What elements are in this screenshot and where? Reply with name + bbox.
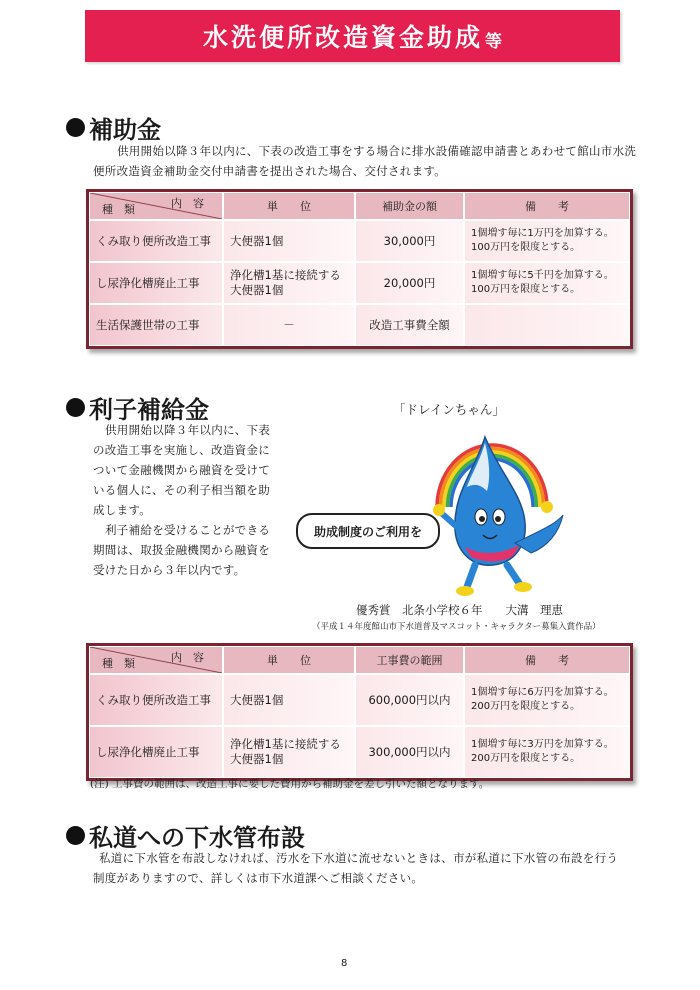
paragraph-line: の改造工事を実施し、改造資金に [93,443,270,457]
paragraph-line: いる個人に、その利子相当額を助 [93,483,270,497]
row-unit-line: 大便器1個 [230,283,284,297]
table-header-kind [89,646,223,674]
banner-title: 水洗便所改造資金助成 [202,23,483,52]
mascot-illustration [415,415,575,605]
bullet-icon [66,398,85,417]
table-row [89,262,630,304]
row-unit-line: 浄化槽1基に接続する [230,737,341,751]
page-banner [85,10,620,62]
mascot-credit: 優秀賞 北条小学校６年 大溝 理恵 [356,603,563,617]
row-unit: － [223,304,355,346]
row-note-line: 1個増す毎に1万円を加算する。 [471,228,614,239]
row-amount: 改造工事費全額 [355,304,464,346]
row-amount: 20,000円 [355,262,464,304]
row-unit [223,674,355,726]
header-kind-label: 種 類 [102,657,135,670]
row-amount: 600,000円以内 [355,674,464,726]
header-unit: 単 位 [223,646,355,674]
header-note: 備 考 [464,192,630,220]
table-header-row [89,646,630,674]
table-row [89,220,630,262]
header-content-label: 内 容 [171,651,204,664]
row-unit [223,262,355,304]
section-heading-text: 私道への下水管布設 [89,823,305,852]
footnote: (注) 工事費の範囲は、改造工事に要した費用から補助金を差し引いた額となります。 [90,778,490,790]
row-amount: 300,000円以内 [355,726,464,778]
row-kind: 生活保護世帯の工事 [89,304,223,346]
row-kind: くみ取り便所改造工事 [89,674,223,726]
section2-paragraph [93,420,293,580]
header-amount: 補助金の額 [355,192,464,220]
paragraph-line: ついて金融機関から融資を受けて [93,463,270,477]
row-note-line: 1個増す毎に3万円を加算する。 [471,739,614,750]
row-note-line: 100万円を限度とする。 [471,284,581,295]
paragraph-line: 私道に下水管を布設しなければ、汚水を下水道に流せないときは、市が私道に下水管の布設を行う [99,851,619,865]
row-note-line: 200万円を限度とする。 [471,701,581,712]
row-unit [223,726,355,778]
table-header-row [89,192,630,220]
paragraph-line: 制度がありますので、詳しくは市下水道課へご相談ください。 [93,871,424,885]
table-row [89,726,630,778]
section-heading-text: 利子補給金 [89,395,209,424]
row-unit-line: 浄化槽1基に接続する [230,268,341,282]
page-number: 8 [341,958,348,969]
row-note-line: 1個増す毎に5千円を加算する。 [471,270,614,281]
paragraph-line: 成します。 [93,503,152,517]
section3-paragraph [93,848,618,888]
section-heading-subsidy [66,110,161,145]
mascot-speech-bubble: 助成制度のご利用を [296,513,440,549]
paragraph-line: 供用開始以降３年以内に、下表の改造工事をする場合に排水設備確認申請書とあわせて館山市水洗 [117,144,637,158]
row-note [464,262,630,304]
row-note-line: 1個増す毎に6万円を加算する。 [471,687,614,698]
table-row [89,674,630,726]
row-note [464,304,630,346]
header-note: 備 考 [464,646,630,674]
row-unit-line: 大便器1個 [230,234,284,248]
header-unit: 単 位 [223,192,355,220]
header-content-label: 内 容 [171,197,204,210]
row-kind: し尿浄化槽廃止工事 [89,726,223,778]
mascot-credit-subtitle: （平成１４年度館山市下水道普及マスコット・キャラクター募集入賞作品） [312,622,601,632]
bullet-icon [66,118,85,137]
row-unit-line: 大便器1個 [230,693,284,707]
banner-title-suffix: 等 [485,31,502,52]
subsidy-table [86,189,633,349]
paragraph-line: 供用開始以降３年以内に、下表 [105,423,271,437]
interest-table [86,643,633,781]
row-note-line: 100万円を限度とする。 [471,242,581,253]
row-unit [223,220,355,262]
row-unit-line: 大便器1個 [230,752,284,766]
paragraph-line: 期間は、取扱金融機関から融資を [93,543,270,557]
table-header-kind [89,192,223,220]
paragraph-line: 利子補給を受けることができる [105,523,271,537]
table-row [89,304,630,346]
row-kind: くみ取り便所改造工事 [89,220,223,262]
bullet-icon [66,826,85,845]
section1-paragraph [93,141,636,181]
section-heading-text: 補助金 [89,115,161,144]
row-note [464,674,630,726]
header-amount: 工事費の範囲 [355,646,464,674]
header-kind-label: 種 類 [102,203,135,216]
row-note [464,726,630,778]
row-amount: 30,000円 [355,220,464,262]
row-note-line: 200万円を限度とする。 [471,753,581,764]
row-kind: し尿浄化槽廃止工事 [89,262,223,304]
paragraph-line: 便所改造資金補助金交付申請書を提出された場合、交付されます。 [93,164,447,178]
paragraph-line: 受けた日から３年以内です。 [93,563,246,577]
row-note [464,220,630,262]
mascot-title: 「ドレインちゃん」 [393,402,505,417]
